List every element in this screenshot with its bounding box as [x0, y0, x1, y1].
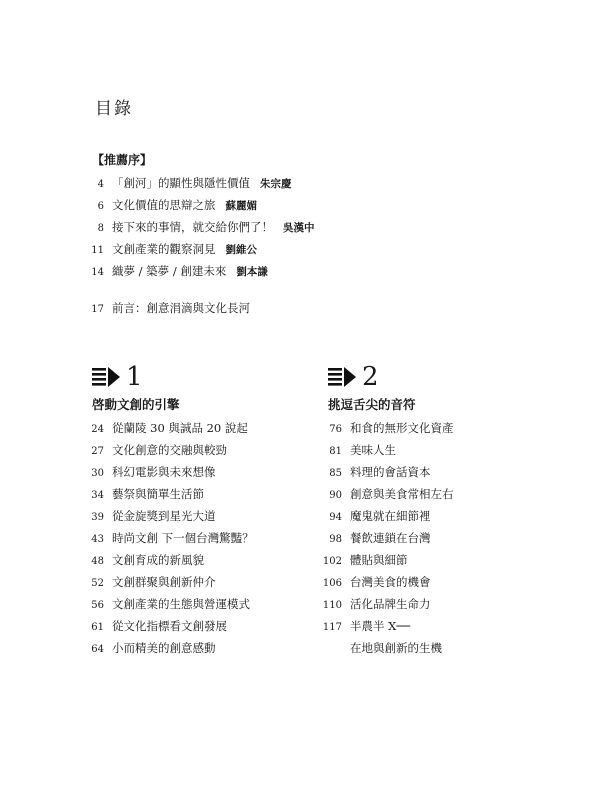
entry-title: 從蘭陵 30 與誠品 20 說起 [112, 421, 248, 435]
entry-title: 體貼與細節 [350, 553, 408, 567]
page-number: 90 [329, 490, 342, 501]
chapter-number: 1 [126, 362, 143, 392]
page-number: 30 [91, 468, 104, 479]
entry-author: 朱宗慶 [260, 178, 292, 190]
page-number: 64 [91, 644, 104, 655]
entry-title: 在地與創新的生機 [350, 641, 442, 655]
toc-entry[interactable] [88, 241, 257, 257]
page-number: 61 [91, 622, 104, 633]
entry-title: 台灣美食的機會 [350, 575, 431, 589]
toc-entry[interactable] [318, 442, 396, 458]
toc-entry[interactable] [88, 486, 204, 502]
recommend-section-label: 【推薦序】 [92, 153, 153, 167]
entry-title: 活化品牌生命力 [350, 597, 431, 611]
entry-title: 從文化指標看文創發展 [112, 619, 227, 633]
toc-entry[interactable] [318, 552, 408, 568]
entry-title: 和食的無形文化資產 [350, 421, 454, 435]
toc-entry[interactable] [318, 420, 454, 436]
page-number: 52 [91, 578, 104, 589]
toc-entry[interactable] [88, 508, 216, 524]
toc-entry[interactable] [88, 464, 216, 480]
toc-entry[interactable] [88, 420, 248, 436]
page-number: 76 [329, 424, 342, 435]
page-number: 14 [91, 267, 104, 278]
page-number: 85 [329, 468, 342, 479]
chapter-1-title: 啓動文創的引擎 [92, 397, 180, 412]
page-number: 110 [322, 600, 342, 611]
toc-entry[interactable] [318, 486, 454, 502]
page-number: 11 [91, 245, 104, 256]
page-number: 102 [322, 556, 342, 567]
entry-title: 文化創意的交融與較勁 [112, 443, 227, 457]
toc-entry[interactable] [88, 596, 250, 612]
entry-title: 文創產業的生態與營運模式 [112, 597, 250, 611]
toc-entry[interactable] [88, 640, 216, 656]
page-number: 98 [329, 534, 342, 545]
entry-title: 文創群聚與創新仲介 [112, 575, 216, 589]
page-number: 48 [91, 556, 104, 567]
entry-title: 文創育成的新風貌 [112, 553, 204, 567]
entry-author: 劉維公 [225, 244, 257, 256]
entry-title: 料理的會話資本 [350, 465, 431, 479]
entry-title: 科幻電影與未來想像 [112, 465, 216, 479]
entry-title: 藝祭與簡單生活節 [112, 487, 204, 501]
page-number: 6 [97, 201, 104, 212]
entry-title: 前言：創意涓滴與文化長河 [112, 301, 250, 315]
entry-title: 小而精美的創意感動 [112, 641, 216, 655]
page-title: 目錄 [95, 99, 133, 119]
page-number: 27 [91, 446, 104, 457]
entry-title: 「創河」的顯性與隱性價值 [112, 176, 250, 190]
entry-title: 接下來的事情，就交給你們了！ [112, 220, 273, 234]
toc-entry[interactable] [88, 442, 227, 458]
page-number: 34 [91, 490, 104, 501]
page-number: 8 [97, 223, 104, 234]
chapter-arrow-icon [328, 366, 358, 388]
entry-title: 織夢 / 築夢 / 創建未來 [112, 264, 227, 278]
toc-entry[interactable] [88, 219, 315, 235]
entry-title: 半農半 X── [350, 619, 411, 633]
entry-title: 魔鬼就在細節裡 [350, 509, 431, 523]
chapter-arrow-icon [92, 366, 122, 388]
toc-entry[interactable] [318, 464, 431, 480]
page-number: 106 [322, 578, 342, 589]
toc-entry[interactable] [318, 618, 410, 634]
entry-author: 吳漢中 [283, 222, 315, 234]
toc-entry[interactable] [318, 596, 431, 612]
entry-title: 美味人生 [350, 443, 396, 457]
page-number: 56 [91, 600, 104, 611]
entry-title: 創意與美食常相左右 [350, 487, 454, 501]
toc-entry[interactable] [88, 175, 292, 191]
toc-entry-continued[interactable] [318, 640, 442, 656]
toc-entry[interactable] [88, 530, 254, 546]
entry-author: 蘇麗媚 [225, 200, 257, 212]
entry-title: 文化價值的思辯之旅 [112, 198, 216, 212]
page-number: 94 [329, 512, 342, 523]
chapter-number: 2 [362, 362, 379, 392]
toc-entry[interactable] [88, 574, 216, 590]
page-number: 24 [91, 424, 104, 435]
entry-title: 時尚文創 下一個台灣驚豔？ [112, 531, 254, 545]
toc-entry[interactable] [88, 197, 257, 213]
entry-author: 劉本謙 [236, 266, 268, 278]
toc-entry[interactable] [88, 263, 268, 279]
toc-entry[interactable] [318, 508, 431, 524]
toc-entry[interactable] [318, 530, 431, 546]
chapter-2-heading [328, 364, 379, 390]
page-number: 39 [91, 512, 104, 523]
toc-entry-preface[interactable] [88, 300, 250, 316]
chapter-2-title: 挑逗舌尖的音符 [328, 397, 416, 412]
page-number: 17 [91, 304, 104, 315]
page-number: 81 [329, 446, 342, 457]
entry-title: 從金旋獎到星光大道 [112, 509, 216, 523]
chapter-1-heading [92, 364, 143, 390]
page-number: 43 [91, 534, 104, 545]
entry-title: 文創產業的觀察洞見 [112, 242, 216, 256]
toc-entry[interactable] [318, 574, 431, 590]
toc-entry[interactable] [88, 618, 227, 634]
page-number: 117 [322, 622, 342, 633]
entry-title: 餐飲連鎖在台灣 [350, 531, 431, 545]
page-number: 4 [97, 179, 104, 190]
toc-entry[interactable] [88, 552, 204, 568]
